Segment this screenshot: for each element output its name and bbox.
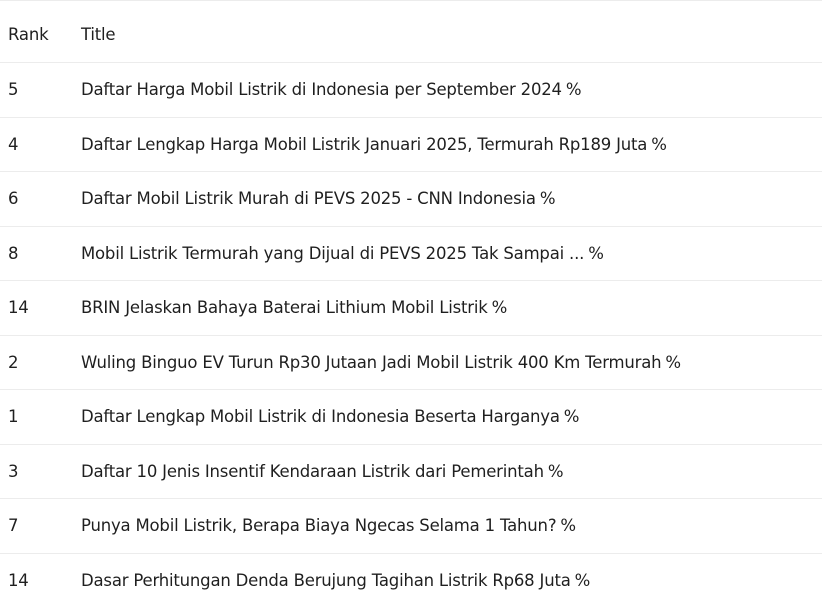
rank-cell: 14 <box>8 571 29 590</box>
title-link[interactable]: Daftar Harga Mobil Listrik di Indonesia per September 2024 <box>81 80 562 100</box>
table-row <box>0 553 822 608</box>
rank-cell: 6 <box>0 172 72 227</box>
table-body <box>0 63 822 608</box>
title-link[interactable]: Dasar Perhitungan Denda Berujung Tagihan Listrik Rp68 Juta <box>81 571 571 590</box>
title-cell <box>72 390 822 445</box>
link-icon[interactable]: % <box>539 189 556 209</box>
title-link[interactable]: Daftar Mobil Listrik Murah di PEVS 2025 - CNN Indonesia <box>81 189 536 209</box>
table-row <box>0 390 822 445</box>
title-cell <box>72 63 822 118</box>
title-cell <box>72 553 822 608</box>
rank-column-header: Rank <box>0 1 72 63</box>
rank-cell: 14 <box>0 281 72 336</box>
table-row <box>0 444 822 499</box>
title-cell <box>72 335 822 390</box>
link-icon[interactable]: % <box>588 243 604 263</box>
table-row <box>0 117 822 172</box>
link-icon[interactable]: % <box>547 461 564 481</box>
title-link[interactable]: Daftar Lengkap Mobil Listrik di Indonesia Beserta Harganya <box>81 407 560 427</box>
table-row <box>0 335 822 390</box>
table-row <box>0 499 822 554</box>
title-cell <box>72 226 822 281</box>
link-icon[interactable]: % <box>574 571 591 590</box>
title-link[interactable]: Mobil Listrik Termurah yang Dijual di PEVS 2025 Tak Sampai ... <box>81 243 585 263</box>
title-link[interactable]: Wuling Binguo EV Turun Rp30 Jutaan Jadi Mobil Listrik 400 Km Termurah <box>81 352 662 372</box>
table-row <box>0 226 822 281</box>
link-icon[interactable]: % <box>491 298 508 318</box>
link-icon[interactable]: % <box>565 80 582 100</box>
rank-cell: 4 <box>0 117 72 172</box>
title-link[interactable]: BRIN Jelaskan Bahaya Baterai Lithium Mobil Listrik <box>81 298 488 318</box>
title-cell <box>72 281 822 336</box>
title-cell <box>72 444 822 499</box>
title-column-header: Title <box>72 1 822 63</box>
table-row <box>0 63 822 118</box>
rank-cell: 8 <box>0 226 72 281</box>
title-cell <box>72 172 822 227</box>
rank-cell: 2 <box>0 335 72 390</box>
rank-cell: 5 <box>0 63 72 118</box>
link-icon[interactable]: % <box>651 134 667 154</box>
title-link[interactable]: Daftar 10 Jenis Insentif Kendaraan Listrik dari Pemerintah <box>81 461 544 481</box>
link-icon[interactable]: % <box>563 407 580 427</box>
table-row <box>0 172 822 227</box>
rank-cell: 7 <box>0 499 72 554</box>
table-row <box>0 281 822 336</box>
title-cell <box>72 117 822 172</box>
header-row <box>0 1 822 63</box>
title-cell <box>72 499 822 554</box>
table-header <box>0 1 822 63</box>
title-link[interactable]: Daftar Lengkap Harga Mobil Listrik Januari 2025, Termurah Rp189 Juta <box>81 134 648 154</box>
rank-cell: 1 <box>0 390 72 445</box>
rank-cell: 3 <box>0 444 72 499</box>
title-link[interactable]: Punya Mobil Listrik, Berapa Biaya Ngecas Selama 1 Tahun? <box>81 516 557 536</box>
link-icon[interactable]: % <box>665 352 681 372</box>
link-icon[interactable]: % <box>560 516 576 536</box>
